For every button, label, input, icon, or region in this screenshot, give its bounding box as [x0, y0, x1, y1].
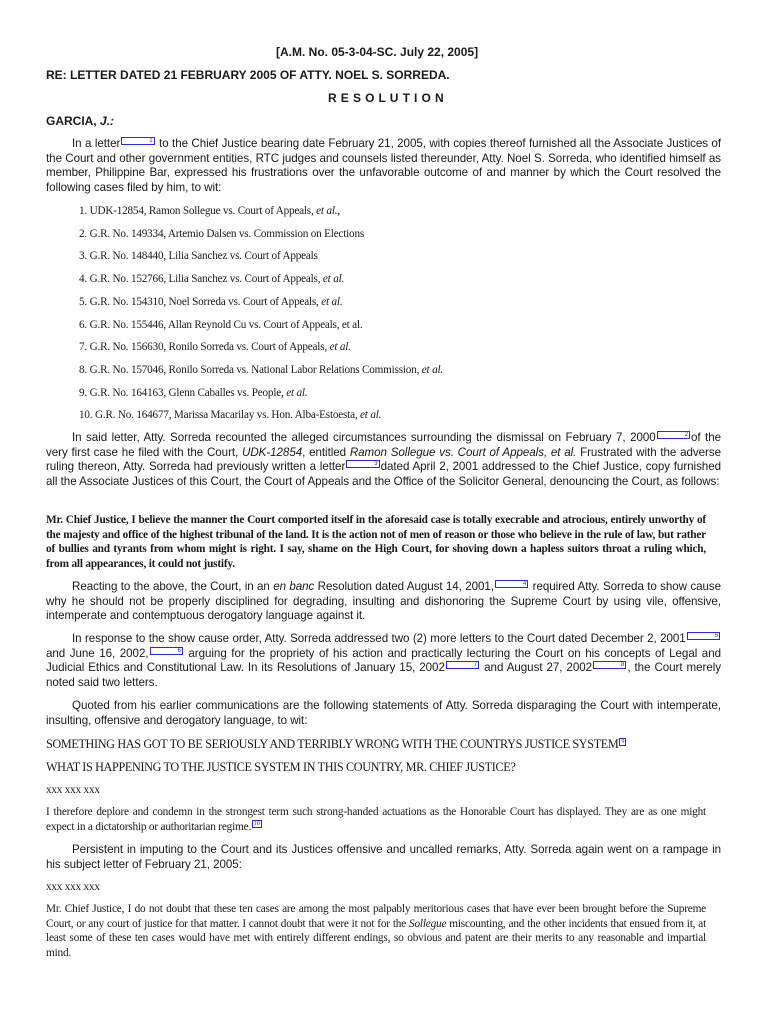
- footnote-link-10[interactable]: 10: [254, 820, 260, 827]
- list-item: 8. G.R. No. 157046, Ronilo Sorreda vs. National Labor Relations Commission, et al.: [79, 364, 443, 376]
- list-item: 7. G.R. No. 156630, Ronilo Sorreda vs. Court of Appeals, et al.: [79, 341, 351, 353]
- paragraph-rampage: Persistent in imputing to the Court and its Justices offensive and uncalled remarks, Atty. Sorreda again went on a rampage in his subject letter of February 21, 2005:: [46, 843, 721, 871]
- list-item: 4. G.R. No. 152766, Lilia Sanchez vs. Court of Appeals, et al.: [79, 273, 345, 285]
- quote-caps-1: SOMETHING HAS GOT TO BE SERIOUSLY AND TERRIBLY WRONG WITH THE COUNTRYS JUSTICE SYSTEM 9: [46, 737, 625, 751]
- paragraph-show-cause: Reacting to the above, the Court, in an en banc Resolution dated August 14, 2001, 4 required Atty. Sorreda to show cause why he should not be properly disciplined for degrading, insulting and dishonoring the Supreme Court by using vile, offensive, intemperate and contemptuous derogatory language against it.: [46, 580, 722, 622]
- list-item: 6. G.R. No. 155446, Allan Reynold Cu vs. Court of Appeals, et al.: [79, 319, 363, 331]
- ponente: GARCIA, J.:: [46, 114, 115, 128]
- footnote-link-8[interactable]: 8: [593, 661, 626, 669]
- paragraph-response: In response to the show cause order, Atty. Sorreda addressed two (2) more letters to the Court dated December 2, 2001 5 and June 16, 2002, 6 arguing for the propriety of his action and practically lecturing the Court on his concepts of Legal and Judicial Ethics and Constitutional Law. In its Resolutions of January 15, 2002 7 and August 27, 2002 8 , the Court merely noted said two letters.: [46, 632, 722, 689]
- block-quote-ten-cases: Mr. Chief Justice, I do not doubt that these ten cases are among the most palpably meritorious cases that have ever been brought before the Supreme Court, or any court of justice for that matter. I cannot doubt that were it not for the Sollegue miscounting, and the other incidents that ensued from it, at least some of these ten cases would have met with entirely different endings, so obvious and patent are their merits to any reasonable and impartial mind.: [46, 903, 707, 959]
- list-item: 10. G.R. No. 164677, Marissa Macarilay vs. Hon. Alba-Estoesta, et al.: [79, 409, 382, 421]
- list-item: 3. G.R. No. 148440, Lilia Sanchez vs. Court of Appeals: [79, 250, 318, 262]
- list-item: 5. G.R. No. 154310, Noel Sorreda vs. Court of Appeals, et al.: [79, 296, 343, 308]
- list-item: 1. UDK-12854, Ramon Sollegue vs. Court of Appeals, et al.,: [79, 205, 340, 217]
- footnote-link-9[interactable]: 9: [621, 738, 625, 745]
- list-item: 9. G.R. No. 164163, Glenn Caballes vs. People, et al.: [79, 387, 308, 399]
- block-quote-bold: Mr. Chief Justice, I believe the manner the Court comported itself in the aforesaid case is totally execrable and atrocious, entirely unworthy of the majesty and office of the highest tribunal of the land. It is the action not of men of reason or those who believe in the rule of law, but rather of bullies and tyrants from whom might is right. I say, shame on the High Court, for shoving down a hapless suitors throat a ruling which, from all appearances, it could not justify.: [46, 514, 706, 570]
- paragraph-intro: In a letter 1 to the Chief Justice bearing date February 21, 2005, with copies thereof furnished all the Associate Justices of the Court and other government entities, RTC judges and counsels listed thereunder, Atty. Noel S. Sorreda, who identified himself as member, Philippine Bar, expressed his frustrations over the unfavorable outcome of and manner by which the Court resolved the following cases filed by him, to wit:: [46, 137, 722, 194]
- paragraph-dismissal: In said letter, Atty. Sorreda recounted the alleged circumstances surrounding the dismissal on February 7, 2000 2 of the very first case he filed with the Court, UDK-12854, entitled Ramon Sollegue vs. Court of Appeals, et al. Frustrated with the adverse ruling thereon, Atty. Sorreda had previously written a letter 3 dated April 2, 2001 addressed to the Chief Justice, copy furnished all the Associate Justices of this Court, the Court of Appeals and the Office of the Solicitor General, denouncing the Court, as follows:: [46, 431, 722, 488]
- footnote-link-1[interactable]: 1: [121, 137, 154, 145]
- footnote-link-3[interactable]: 3: [346, 460, 379, 468]
- case-title: RE: LETTER DATED 21 FEBRUARY 2005 OF ATTY. NOEL S. SORREDA.: [46, 68, 450, 82]
- resolution-heading: R E S O L U T I O N: [328, 91, 445, 105]
- quote-caps-2: WHAT IS HAPPENING TO THE JUSTICE SYSTEM IN THIS COUNTRY, MR. CHIEF JUSTICE?: [46, 760, 516, 774]
- list-item: 2. G.R. No. 149334, Artemio Dalsen vs. Commission on Elections: [79, 228, 364, 240]
- footnote-link-2[interactable]: 2: [657, 431, 690, 439]
- footnote-link-6[interactable]: 6: [150, 647, 183, 655]
- footnote-link-7[interactable]: 7: [446, 661, 479, 669]
- footnote-link-5[interactable]: 5: [687, 632, 720, 640]
- case-citation: [A.M. No. 05-3-04-SC. July 22, 2005]: [276, 45, 479, 59]
- paragraph-quoted-statements: Quoted from his earlier communications are the following statements of Atty. Sorreda disparaging the Court with intemperate, insulting, offensive and derogatory language, to wit:: [46, 699, 721, 727]
- block-quote-dictatorship: I therefore deplore and condemn in the strongest term such strong-handed actuations as the Honorable Court has displayed. They are as one might expect in a dictatorship or authoritarian regime. 10: [46, 806, 706, 833]
- footnote-link-4[interactable]: 4: [495, 580, 528, 588]
- ellipsis-marker: xxx xxx xxx: [46, 784, 100, 796]
- ellipsis-marker: xxx xxx xxx: [46, 881, 100, 893]
